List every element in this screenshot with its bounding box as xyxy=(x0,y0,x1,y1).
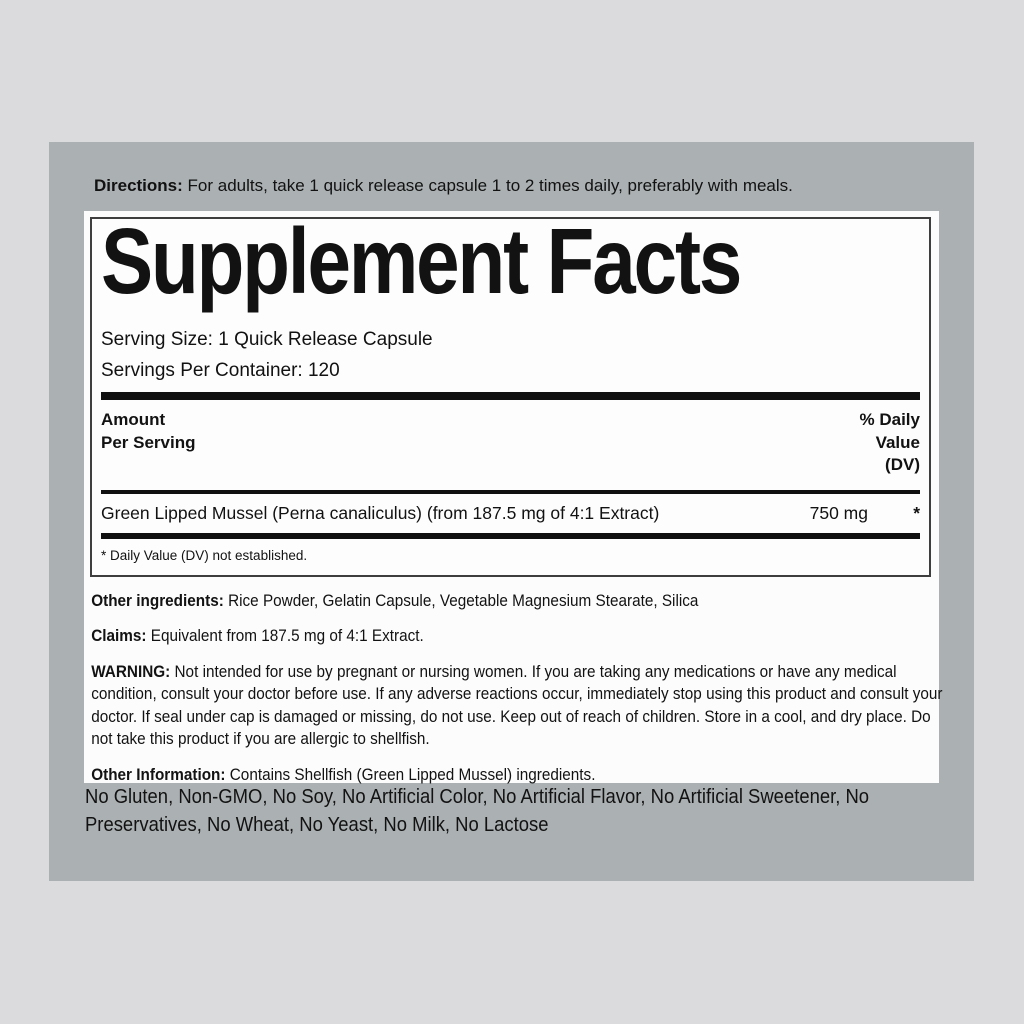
daily-value-header-line-3: (DV) xyxy=(885,455,920,474)
supplement-facts-title-text: Supplement Facts xyxy=(101,209,741,313)
other-information-text: Contains Shellfish (Green Lipped Mussel) ingredients. xyxy=(229,764,596,784)
daily-value-header xyxy=(860,409,920,477)
ingredient-amount: 750 mg xyxy=(809,502,868,523)
ingredient-daily-value: * xyxy=(913,502,920,523)
supplement-facts-panel xyxy=(90,209,931,577)
label-panel xyxy=(49,142,974,881)
other-ingredients-section xyxy=(91,590,946,613)
directions-text: For adults, take 1 quick release capsule 1 to 2 times daily, preferably with meals. xyxy=(187,176,793,195)
daily-value-header-line-1: % Daily xyxy=(859,410,920,429)
daily-value-header-line-2: Value xyxy=(875,432,920,452)
label-sheet xyxy=(84,209,943,784)
ingredient-row xyxy=(101,494,920,533)
divider-thick-bottom xyxy=(101,533,920,539)
directions-label: Directions: xyxy=(94,176,183,195)
claims-section xyxy=(91,625,946,648)
amount-per-serving-header xyxy=(101,409,196,477)
ingredient-name: Green Lipped Mussel (Perna canaliculus) (from 187.5 mg of 4:1 Extract) xyxy=(101,502,660,523)
warning-section xyxy=(91,661,946,751)
supplement-facts-title xyxy=(101,209,920,313)
servings-per-container: Servings Per Container: 120 xyxy=(101,360,340,381)
other-ingredients-label: Other ingredients: xyxy=(91,590,224,610)
allergen-free-claims: No Gluten, Non-GMO, No Soy, No Artificial Color, No Artificial Flavor, No Artificial Sweetener, No Preservatives, No Wheat, No Yeast, No Milk, No Lactose xyxy=(85,785,870,836)
claims-label: Claims: xyxy=(91,626,147,645)
daily-value-footnote: * Daily Value (DV) not established. xyxy=(101,547,308,563)
per-serving-header-line: Per Serving xyxy=(101,432,196,452)
other-information-label: Other Information: xyxy=(91,764,226,784)
label-info-sections xyxy=(84,577,955,787)
amount-header-line: Amount xyxy=(101,410,166,429)
facts-table-header xyxy=(101,409,920,477)
warning-label: WARNING: xyxy=(91,661,171,681)
serving-size: Serving Size: 1 Quick Release Capsule xyxy=(101,329,433,350)
directions-line xyxy=(94,174,793,198)
claims-text: Equivalent from 187.5 mg of 4:1 Extract. xyxy=(150,626,424,645)
other-ingredients-text: Rice Powder, Gelatin Capsule, Vegetable Magnesium Stearate, Silica xyxy=(228,590,699,610)
divider-thick-top xyxy=(101,392,920,400)
warning-text: Not intended for use by pregnant or nursing women. If you are taking any medications or have any medical condition, consult your doctor before use. If any adverse reactions occur, immediately stop using this product and consult your doctor. If seal under cap is damaged or missing, do not use. Keep out of reach of children. Store in a cool, and dry place. Do not take this product if you are allergic to shellfish. xyxy=(91,661,943,748)
